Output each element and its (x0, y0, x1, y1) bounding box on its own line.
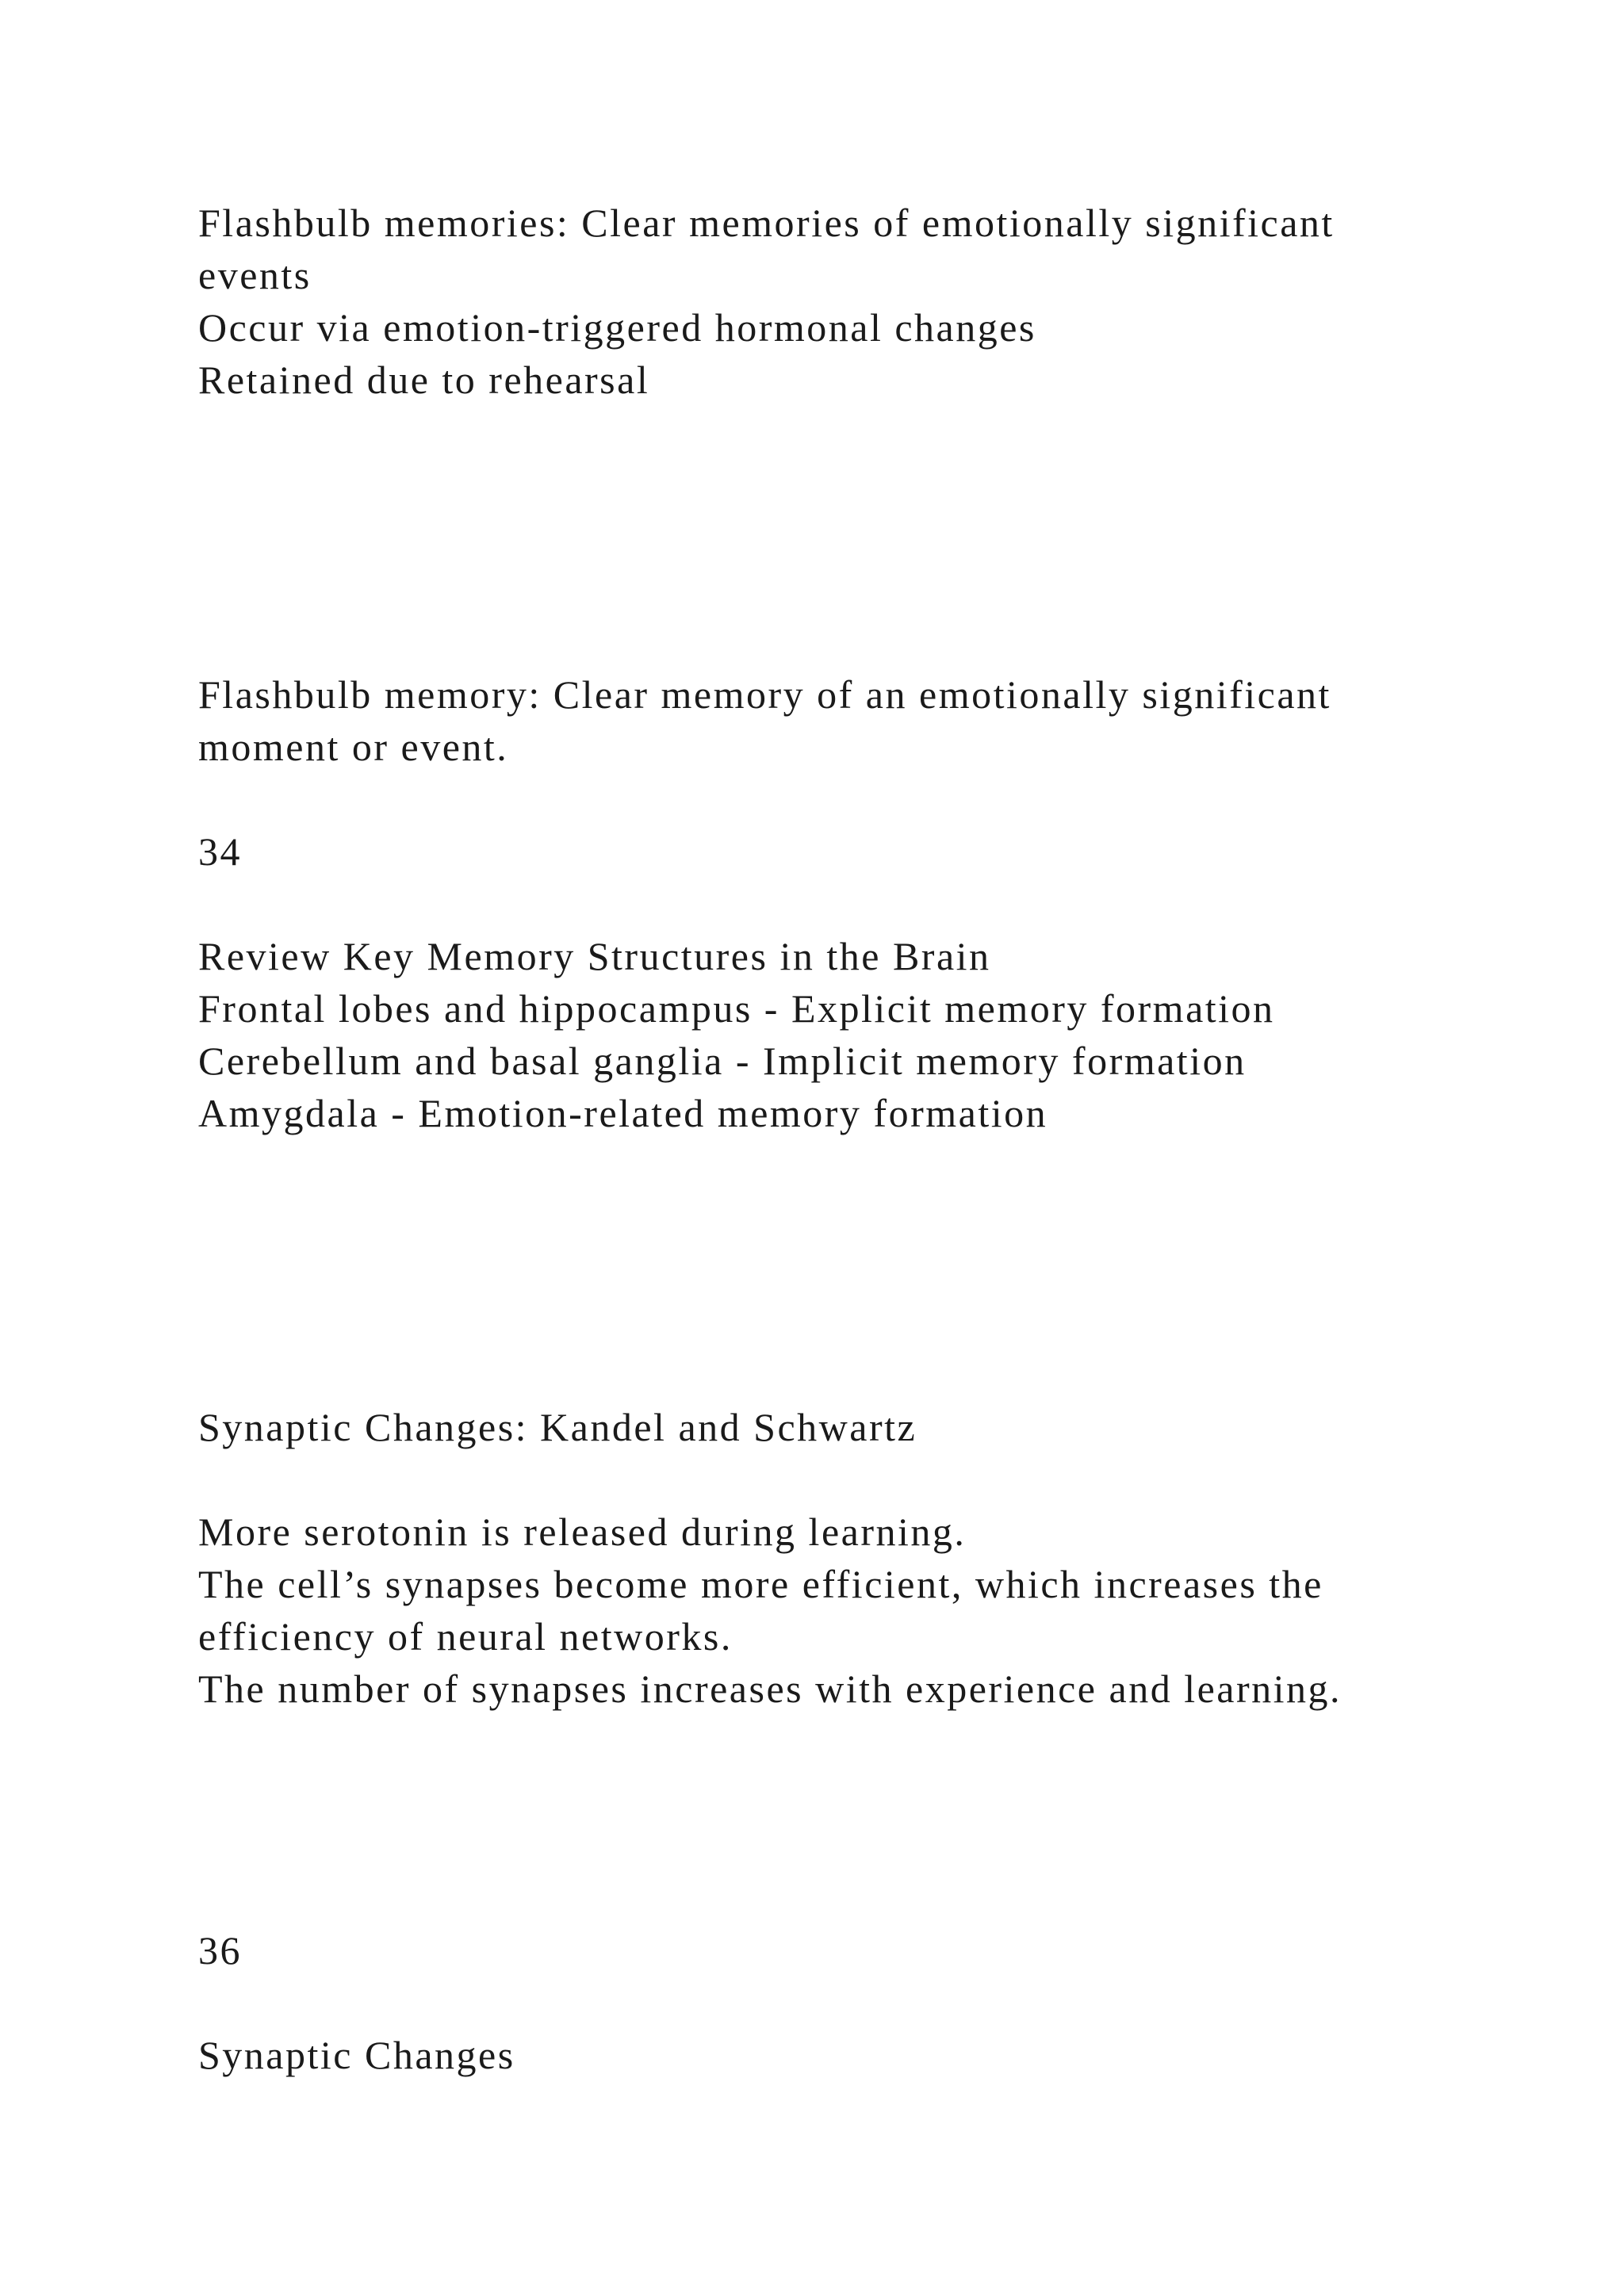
synaptic-detail-line-1: More serotonin is released during learning. (198, 1510, 967, 1554)
synaptic-detail-line-3: efficiency of neural networks. (198, 1614, 733, 1659)
memory-structures-line-2: Cerebellum and basal ganglia - Implicit memory formation (198, 1039, 1247, 1083)
flashbulb-memories-line-2: events (198, 253, 312, 297)
synaptic-detail-line-4: The number of synapses increases with experience and learning. (198, 1667, 1342, 1711)
memory-structures-line-1: Frontal lobes and hippocampus - Explicit memory formation (198, 986, 1275, 1031)
flashbulb-memory-definition-line-1: Flashbulb memory: Clear memory of an emotionally significant (198, 672, 1331, 717)
synaptic-changes-kandel-heading: Synaptic Changes: Kandel and Schwartz (198, 1405, 917, 1449)
flashbulb-memories-line-4: Retained due to rehearsal (198, 358, 650, 402)
memory-structures-line-3: Amygdala - Emotion-related memory formation (198, 1091, 1048, 1135)
synaptic-detail-line-2: The cell’s synapses become more efficient, which increases the (198, 1562, 1323, 1606)
page-number-34: 34 (198, 829, 242, 874)
flashbulb-memories-line-1: Flashbulb memories: Clear memories of emotionally significant (198, 201, 1335, 245)
flashbulb-memories-line-3: Occur via emotion-triggered hormonal changes (198, 305, 1036, 350)
memory-structures-title: Review Key Memory Structures in the Brain (198, 934, 991, 978)
page-number-36: 36 (198, 1928, 242, 1973)
synaptic-changes-heading: Synaptic Changes (198, 2033, 515, 2077)
flashbulb-memory-definition-line-2: moment or event. (198, 725, 509, 769)
